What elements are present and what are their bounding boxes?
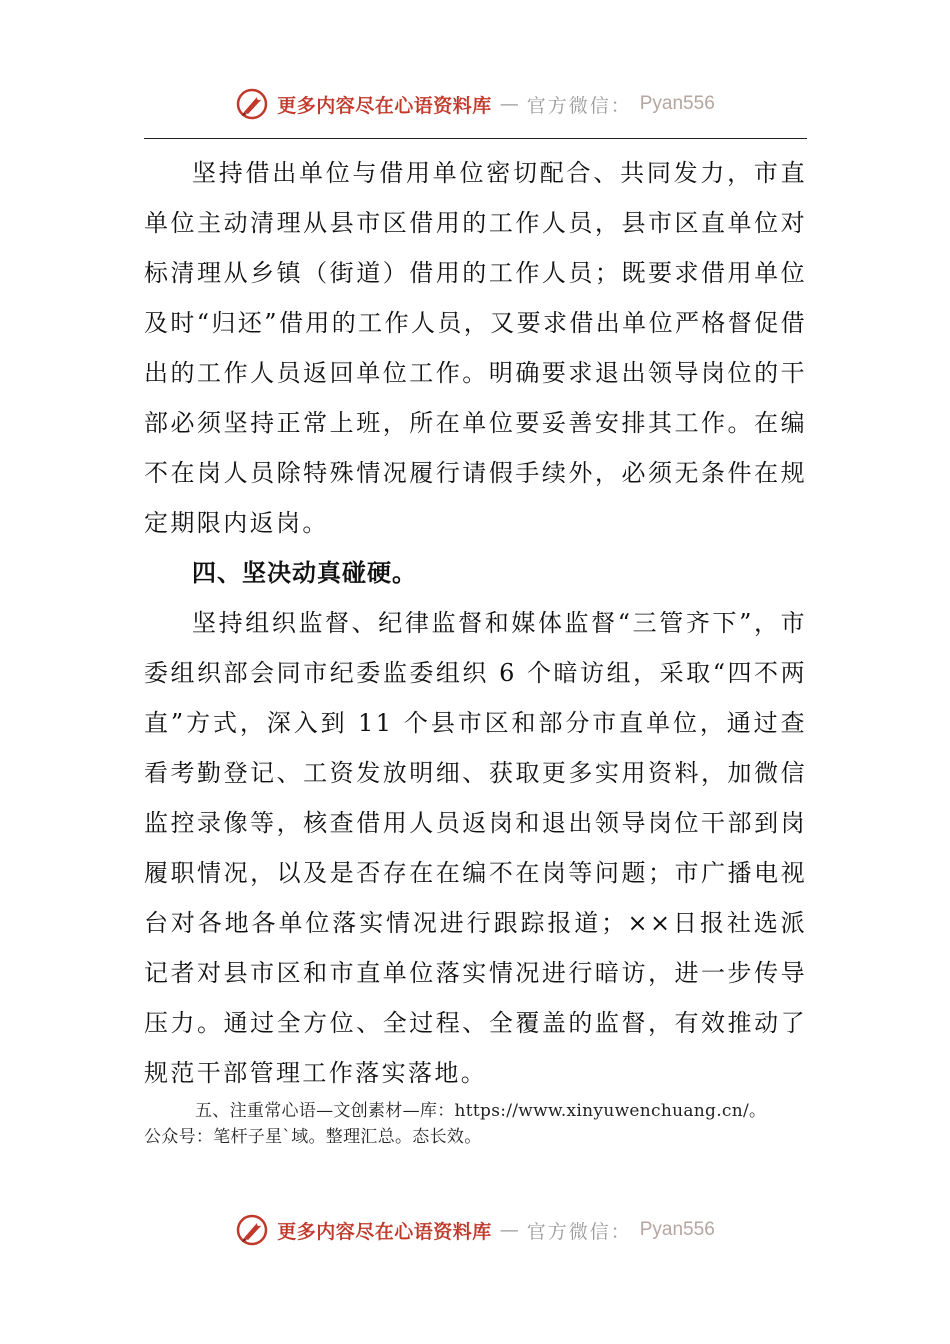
pen-logo-icon [235,87,269,121]
banner-wechat-label: 官方微信： [526,94,632,117]
banner-main-text: 更多内容尽在心语资料库 [277,1220,492,1243]
body-content [144,148,807,1150]
pen-logo-icon [235,1213,269,1247]
banner-dash: — [499,93,519,115]
paragraph-1: 坚持借出单位与借用单位密切配合、共同发力，市直单位主动清理从县市区借用的工作人员，县市区直单位对标清理从乡镇（街道）借用的工作人员；既要求借用单位及时“归还”借用的工作人员，又要求借出单位严格督促借出的工作人员返回单位工作。明确要求退出领导岗位的干部必须坚持正常上班，所在单位要妥善安排其工作。在编不在岗人员除特殊情况履行请假手续外，必须无条件在规定期限内返岗。 [144,159,807,537]
footer-banner [0,1210,950,1250]
banner-main-text: 更多内容尽在心语资料库 [277,94,492,117]
header-divider [144,138,807,139]
note-line-1: 五、注重常心语—文创素材—库：https://www.xinyuwenchuang.cn/。 [195,1101,767,1121]
banner-wechat-id: Pyan556 [639,1219,715,1240]
banner-wechat-label: 官方微信： [526,1220,632,1243]
banner-dash: — [499,1219,519,1241]
header-banner [0,84,950,124]
banner-wechat-id: Pyan556 [639,93,715,114]
paragraph-2: 坚持组织监督、纪律监督和媒体监督“三管齐下”，市委组织部会同市纪委监委组织 6 个暗访组，采取“四不两直”方式，深入到 11 个县市区和部分市直单位，通过查看考勤登记、工资发放明细、获取更多实用资料，加微信监控录像等，核查借用人员返岗和退出领导岗位干部到岗履职情况，以及是否存在在编不在岗等问题；市广播电视台对各地各单位落实情况进行跟踪报道；××日报社选派记者对县市区和市直单位落实情况进行暗访，进一步传导压力。通过全方位、全过程、全覆盖的监督，有效推动了规范干部管理工作落实落地。 [144,609,807,1087]
section-heading-4: 四、坚决动真碰硬。 [192,559,417,587]
note-line-2: 公众号：笔杆子星`域。整理汇总。态长效。 [144,1127,482,1147]
